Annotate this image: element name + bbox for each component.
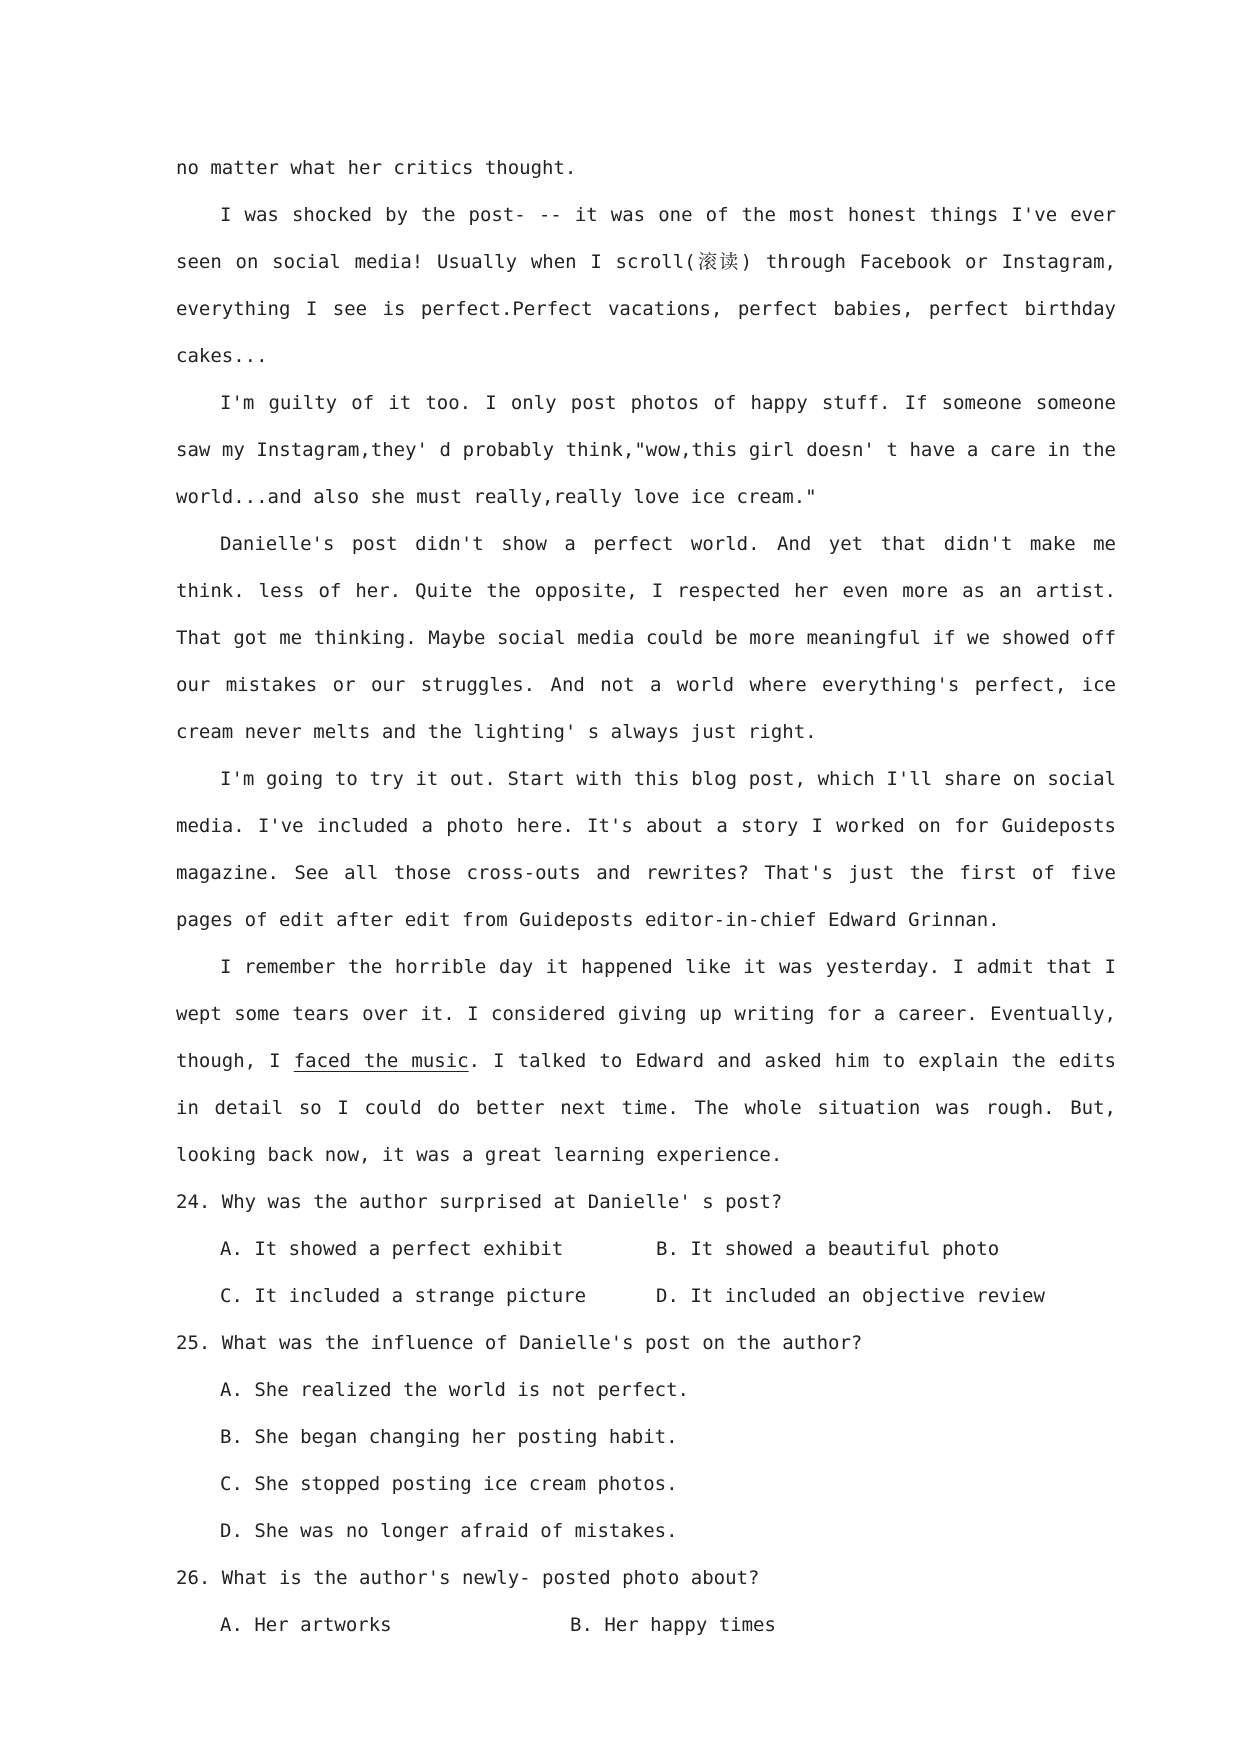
- question-24-options-row-1: [176, 1226, 1116, 1273]
- question-24-stem: 24. Why was the author surprised at Danielle' s post?: [176, 1191, 783, 1213]
- passage-paragraph-2: I'm guilty of it too. I only post photos of happy stuff. If someone someone saw my Instagram,they' d probably think,"wow,this girl doesn' t have a care in the world...and also she must really,really love ice cream.": [176, 392, 1116, 508]
- passage-paragraph-4: I'm going to try it out. Start with this blog post, which I'll share on social media. I've included a photo here. It's about a story I worked on for Guideposts magazine. See all those cross-outs and rewrites? That's just the first of five pages of edit after edit from Guideposts editor-in-chief Edward Grinnan.: [176, 768, 1116, 931]
- exam-page: [176, 145, 1116, 1649]
- question-26-stem: 26. What is the author's newly- posted photo about?: [176, 1567, 760, 1589]
- question-25-option-c: C. She stopped posting ice cream photos.: [220, 1473, 678, 1495]
- passage-paragraph-3: Danielle's post didn't show a perfect world. And yet that didn't make me think. less of her. Quite the opposite, I respected her even more as an artist. That got me thinking. Maybe social media could be more meaningful if we showed off our mistakes or our struggles. And not a world where everything's perfect, ice cream never melts and the lighting' s always just right.: [176, 533, 1116, 743]
- question-25-option-d: D. She was no longer afraid of mistakes.: [220, 1520, 678, 1542]
- question-24-option-d: D. It included an objective review: [656, 1285, 1045, 1307]
- question-24-option-b: B. It showed a beautiful photo: [656, 1238, 1000, 1260]
- paragraph-5-text-before: I remember the horrible day it happened like it was yesterday. I admit that I wept some tears over it. I considered giving up writing for a career. Eventually, though, I: [176, 956, 1116, 1072]
- question-25-stem: 25. What was the influence of Danielle's post on the author?: [176, 1332, 863, 1354]
- question-26-options-row-1: [176, 1602, 1116, 1649]
- question-24-options-row-2: [176, 1273, 1116, 1320]
- passage-paragraph-1: I was shocked by the post- -- it was one of the most honest things I've ever seen on social media! Usually when I scroll(滚读) through Facebook or Instagram, everything I see is perfect.Perfect vacations, perfect babies, perfect birthday cakes...: [176, 204, 1116, 367]
- question-25-option-b: B. She began changing her posting habit.: [220, 1426, 678, 1448]
- question-26-option-b: B. Her happy times: [570, 1614, 776, 1636]
- passage-paragraph-5: [176, 944, 1116, 1179]
- question-24-option-a: A. It showed a perfect exhibit: [220, 1238, 564, 1260]
- underlined-phrase: faced the music: [293, 1050, 469, 1072]
- question-25-option-a: A. She realized the world is not perfect.: [220, 1379, 689, 1401]
- question-26-option-a: A. Her artworks: [220, 1614, 392, 1636]
- paragraph-5-text-after: . I talked to Edward and asked him to explain the edits in detail so I could do better next time. The whole situation was rough. But, looking back now, it was a great learning experience.: [176, 1050, 1116, 1166]
- question-24-option-c: C. It included a strange picture: [220, 1285, 587, 1307]
- passage-paragraph-0: no matter what her critics thought.: [176, 157, 577, 179]
